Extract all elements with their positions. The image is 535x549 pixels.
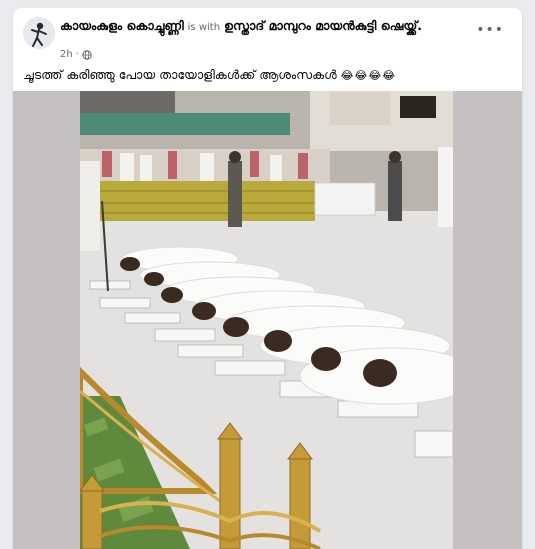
post-meta <box>60 49 92 60</box>
caption-text: ചൂടത്ത് കരിഞ്ഞു പോയ തായോളികൾക്ക് ആശംസകൾ <box>23 67 337 82</box>
tagged-user[interactable]: ഉസ്താദ് മാമ്പുറം മായൻകുട്ടി ഷെയ്ക്ക്. <box>224 18 422 33</box>
with-label: is with <box>187 22 221 33</box>
globe-icon[interactable] <box>82 50 92 60</box>
post-caption <box>23 67 503 84</box>
post-image[interactable] <box>13 91 522 549</box>
prostration-photo <box>80 91 453 549</box>
more-options-button[interactable]: ••• <box>476 22 504 38</box>
author-name[interactable]: കായംകുളം കൊച്ചുണ്ണി <box>60 18 184 33</box>
avatar-figure-icon <box>23 17 55 49</box>
meta-separator: · <box>75 49 79 60</box>
post-header <box>60 18 470 36</box>
laughing-emoji-icon: 😂😂😂😂 <box>340 69 397 82</box>
post-card <box>13 8 522 549</box>
author-avatar[interactable] <box>23 17 55 49</box>
post-time[interactable]: 2h <box>60 49 73 60</box>
